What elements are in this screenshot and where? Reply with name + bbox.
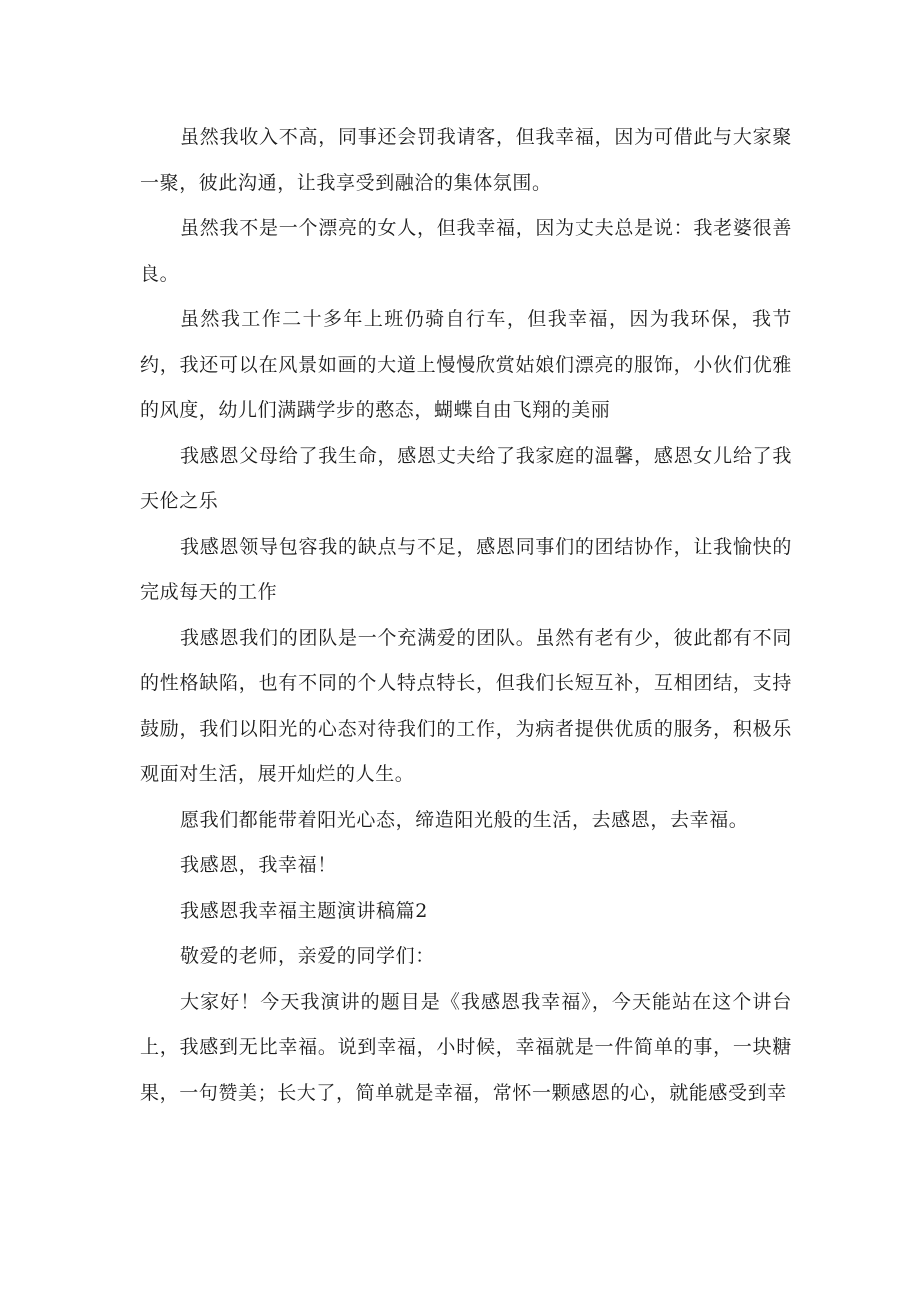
- paragraph-appearance: 虽然我不是一个漂亮的女人，但我幸福，因为丈夫总是说：我老婆很善良。: [140, 217, 792, 285]
- paragraph-wish: 愿我们都能带着阳光心态，缔造阳光般的生活，去感恩，去幸福。: [180, 808, 749, 831]
- paragraph-opening: 大家好！今天我演讲的题目是《我感恩我幸福》，今天能站在这个讲台上，我感到无比幸福。说到幸福，小时候，幸福就是一件简单的事，一块糖果，一句赞美；长大了，简单就是幸福，常怀一颗感恩的心，就能感受到幸: [140, 990, 792, 1104]
- paragraph-team: 我感恩我们的团队是一个充满爱的团队。虽然有老有少，彼此都有不同的性格缺陷，也有不同的个人特点特长，但我们长短互补，互相团结，支持鼓励，我们以阳光的心态对待我们的工作，为病者提供优质的服务，积极乐观面对生活，展开灿烂的人生。: [140, 626, 792, 785]
- paragraph-closing: 我感恩，我幸福！: [180, 854, 337, 876]
- section-title: 我感恩我幸福主题演讲稿篇2: [180, 899, 428, 922]
- paragraph-income: 虽然我收入不高，同事还会罚我请客，但我幸福，因为可借此与大家聚一聚，彼此沟通，让我享受到融洽的集体氛围。: [140, 126, 792, 194]
- document-body: [140, 115, 792, 1116]
- paragraph-family: 我感恩父母给了我生命，感恩丈夫给了我家庭的温馨，感恩女儿给了我天伦之乐: [140, 444, 792, 512]
- paragraph-bicycle: 虽然我工作二十多年上班仍骑自行车，但我幸福，因为我环保，我节约，我还可以在风景如画的大道上慢慢欣赏姑娘们漂亮的服饰，小伙们优雅的风度，幼儿们满蹒学步的憨态，蝴蝶自由飞翔的美丽: [140, 308, 792, 421]
- paragraph-colleagues: 我感恩领导包容我的缺点与不足，感恩同事们的团结协作，让我愉快的完成每天的工作: [140, 535, 792, 603]
- greeting: 敬爱的老师，亲爱的同学们：: [180, 945, 435, 967]
